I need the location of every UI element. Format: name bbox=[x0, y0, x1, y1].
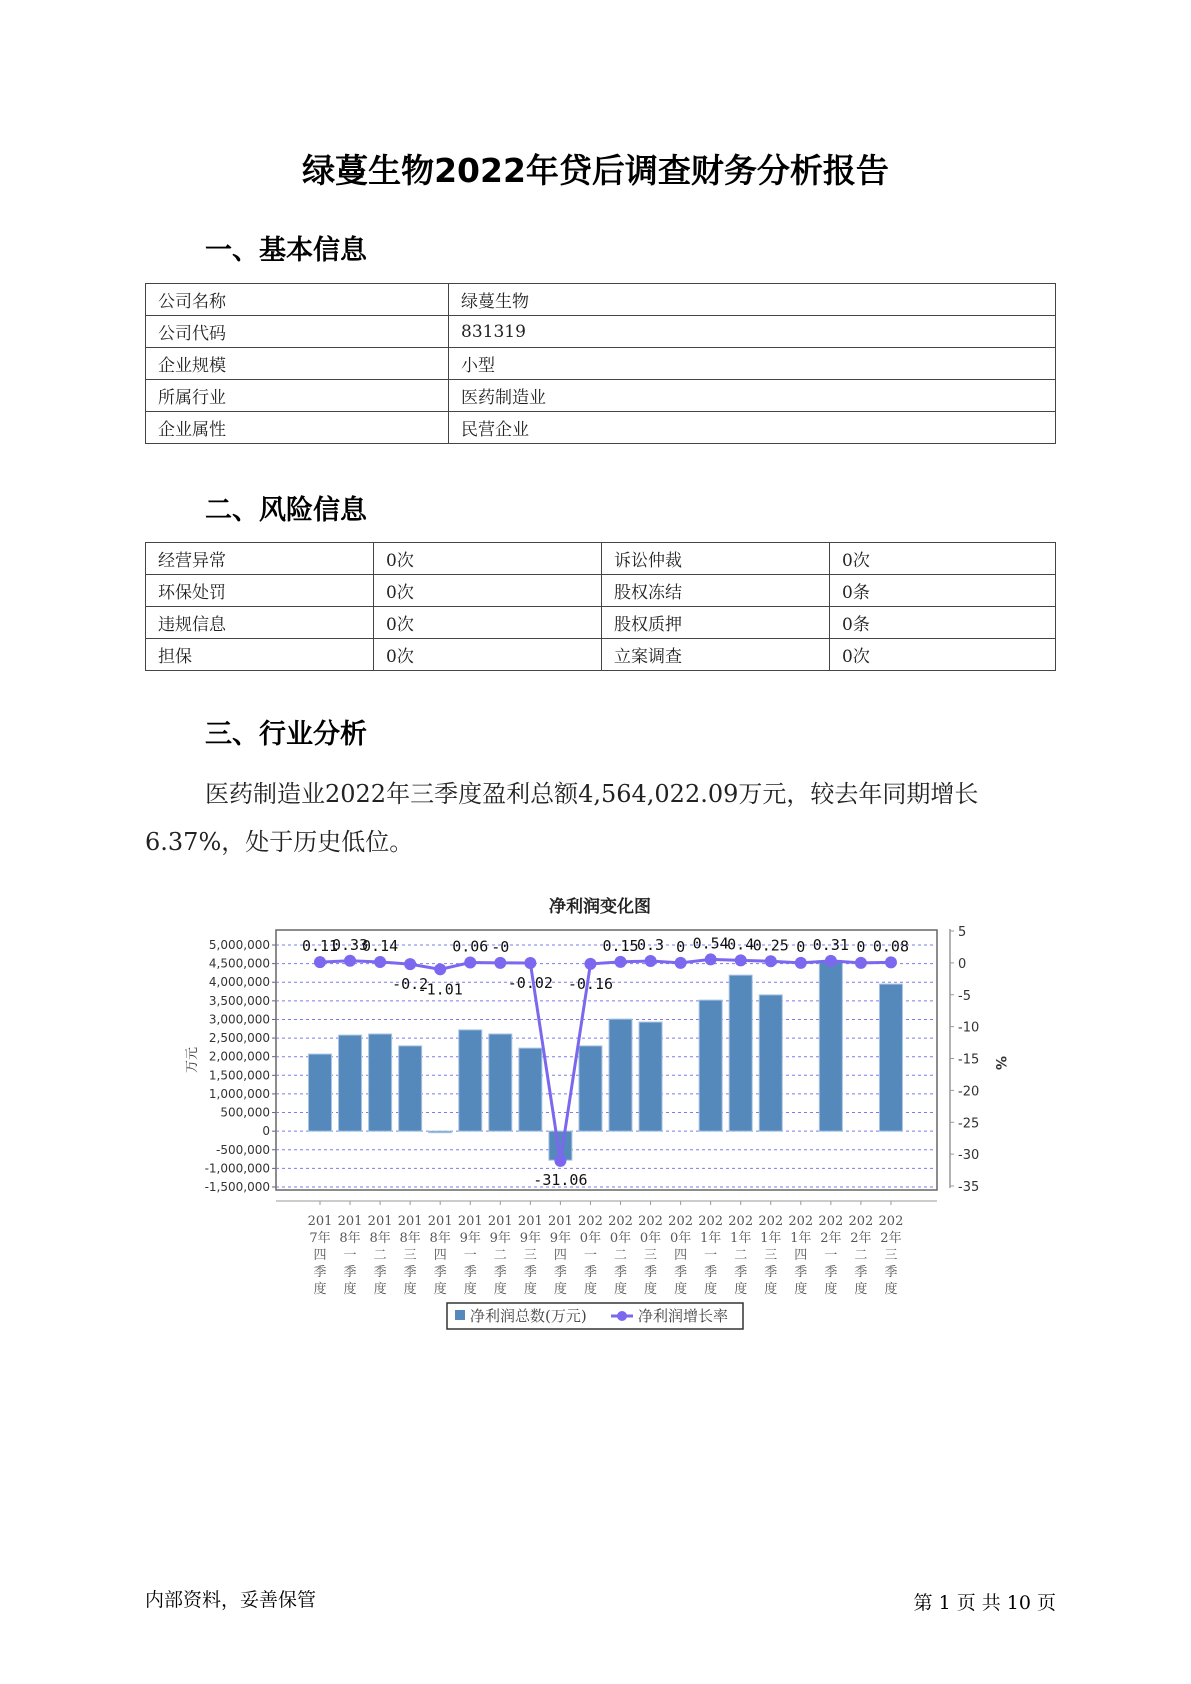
risk-value: 0次 bbox=[830, 639, 1056, 671]
risk-value: 0次 bbox=[830, 543, 1056, 575]
risk-value: 0条 bbox=[830, 575, 1056, 607]
x-tick-label: 度 bbox=[463, 1282, 477, 1297]
data-label: 0.25 bbox=[752, 936, 789, 955]
field-label: 企业规模 bbox=[146, 348, 449, 380]
x-tick-label: 202 bbox=[578, 1214, 603, 1229]
risk-value: 0次 bbox=[374, 607, 602, 639]
data-label: -0.2 bbox=[392, 975, 429, 994]
x-tick-label: 度 bbox=[734, 1282, 748, 1297]
x-tick-label: 季 bbox=[313, 1265, 327, 1280]
y-tick-label: 1,000,000 bbox=[208, 1086, 270, 1101]
y2-tick-label: 5 bbox=[958, 925, 967, 940]
x-tick-label: 度 bbox=[644, 1282, 658, 1297]
risk-value: 0次 bbox=[374, 543, 602, 575]
x-tick-label: 度 bbox=[403, 1282, 417, 1297]
x-tick-label: 度 bbox=[613, 1282, 628, 1297]
growth-rate-point bbox=[825, 955, 837, 967]
y-tick-label: 3,500,000 bbox=[208, 993, 270, 1008]
bar bbox=[639, 1022, 662, 1131]
x-tick-label: 季 bbox=[644, 1265, 658, 1280]
x-tick-label: 202 bbox=[758, 1214, 784, 1229]
x-tick-label: 度 bbox=[313, 1282, 327, 1297]
growth-rate-point bbox=[615, 956, 627, 968]
x-tick-label: 201 bbox=[367, 1214, 393, 1229]
field-value: 小型 bbox=[449, 348, 1056, 380]
x-tick-label: 0年 bbox=[609, 1231, 632, 1246]
x-tick-label: 季 bbox=[463, 1265, 477, 1280]
y-tick-label: 2,000,000 bbox=[208, 1049, 270, 1064]
y-tick-label: 0 bbox=[262, 1124, 270, 1139]
x-tick-label: 季 bbox=[583, 1265, 597, 1280]
data-label: 0.15 bbox=[602, 936, 639, 955]
risk-value: 0次 bbox=[374, 575, 602, 607]
x-tick-label: 202 bbox=[608, 1214, 633, 1229]
bar bbox=[879, 984, 902, 1131]
risk-value: 0条 bbox=[830, 607, 1056, 639]
x-tick-label: 202 bbox=[818, 1214, 844, 1229]
section-heading-industry: 三、行业分析 bbox=[205, 719, 367, 750]
x-tick-label: 201 bbox=[307, 1214, 333, 1229]
risk-label: 诉讼仲裁 bbox=[602, 543, 830, 575]
data-label: 0.54 bbox=[692, 934, 729, 953]
growth-rate-point bbox=[735, 954, 747, 966]
x-tick-label: 季 bbox=[343, 1265, 357, 1280]
x-tick-label: 度 bbox=[583, 1282, 597, 1297]
x-tick-label: 201 bbox=[397, 1214, 423, 1229]
y-tick-label: -1,500,000 bbox=[204, 1180, 270, 1194]
y-tick-label: 5,000,000 bbox=[208, 938, 270, 952]
risk-label: 股权冻结 bbox=[602, 575, 830, 607]
x-tick-label: 202 bbox=[878, 1214, 904, 1229]
x-tick-label: 三 bbox=[644, 1248, 658, 1263]
x-tick-label: 度 bbox=[674, 1282, 688, 1297]
x-tick-label: 9年 bbox=[549, 1231, 572, 1246]
bar bbox=[399, 1046, 422, 1131]
legend-bar-swatch bbox=[455, 1310, 465, 1320]
x-tick-label: 三 bbox=[884, 1248, 898, 1263]
data-label: 0.08 bbox=[872, 937, 910, 956]
bar bbox=[369, 1034, 392, 1131]
risk-label: 违规信息 bbox=[146, 607, 374, 639]
field-label: 公司代码 bbox=[146, 316, 449, 348]
legend bbox=[447, 1303, 743, 1329]
x-tick-label: 度 bbox=[824, 1282, 838, 1297]
x-tick-label: 9年 bbox=[519, 1231, 541, 1246]
data-label: -0 bbox=[491, 937, 510, 956]
x-tick-label: 季 bbox=[433, 1265, 447, 1280]
field-value: 民营企业 bbox=[449, 412, 1056, 444]
x-tick-label: 季 bbox=[854, 1265, 868, 1280]
section-heading-risk: 二、风险信息 bbox=[205, 495, 367, 526]
x-tick-label: 1年 bbox=[700, 1231, 722, 1246]
x-tick-label: 7年 bbox=[309, 1231, 331, 1246]
y2-axis-label: % bbox=[992, 1055, 1008, 1071]
y-tick-label: 2,500,000 bbox=[208, 1031, 270, 1046]
field-value: 医药制造业 bbox=[449, 380, 1056, 412]
x-tick-label: 2年 bbox=[880, 1231, 902, 1246]
x-tick-label: 202 bbox=[728, 1214, 754, 1229]
bar bbox=[609, 1019, 632, 1131]
x-tick-label: 季 bbox=[824, 1265, 838, 1280]
x-tick-label: 季 bbox=[884, 1265, 898, 1280]
x-tick-label: 季 bbox=[613, 1265, 628, 1280]
x-tick-label: 202 bbox=[668, 1214, 694, 1229]
x-tick-label: 一 bbox=[463, 1248, 477, 1263]
growth-rate-point bbox=[584, 958, 596, 970]
data-label: 0.06 bbox=[452, 937, 489, 956]
legend-label-growth-rate: 净利润增长率 bbox=[638, 1307, 729, 1325]
growth-rate-point bbox=[464, 956, 476, 968]
x-tick-label: 0年 bbox=[639, 1231, 662, 1246]
field-label: 所属行业 bbox=[146, 380, 449, 412]
x-tick-label: 二 bbox=[613, 1248, 628, 1263]
legend-label-net-profit: 净利润总数(万元) bbox=[470, 1307, 587, 1325]
x-tick-label: 8年 bbox=[369, 1231, 391, 1246]
x-tick-label: 9年 bbox=[459, 1231, 481, 1246]
growth-rate-point bbox=[705, 953, 717, 965]
x-tick-label: 202 bbox=[698, 1214, 724, 1229]
growth-rate-point bbox=[795, 957, 807, 969]
x-tick-label: 三 bbox=[523, 1248, 537, 1263]
risk-value: 0次 bbox=[374, 639, 602, 671]
x-tick-label: 季 bbox=[493, 1265, 507, 1280]
x-tick-label: 度 bbox=[523, 1282, 537, 1297]
field-value: 绿蔓生物 bbox=[449, 284, 1056, 316]
x-tick-label: 四 bbox=[433, 1248, 447, 1263]
field-label: 企业属性 bbox=[146, 412, 449, 444]
data-label: -0.02 bbox=[507, 974, 553, 993]
x-tick-label: 201 bbox=[547, 1214, 573, 1229]
growth-rate-point bbox=[675, 957, 687, 969]
x-tick-label: 四 bbox=[553, 1248, 567, 1263]
y2-tick-label: -35 bbox=[958, 1180, 980, 1195]
growth-rate-point bbox=[314, 956, 326, 968]
data-label: 0 bbox=[676, 937, 686, 956]
growth-rate-point bbox=[524, 957, 536, 969]
x-tick-label: 二 bbox=[854, 1248, 868, 1263]
data-label: -31.06 bbox=[533, 1170, 588, 1189]
bar bbox=[339, 1035, 362, 1131]
x-tick-label: 1年 bbox=[760, 1231, 782, 1246]
x-tick-label: 1年 bbox=[790, 1231, 812, 1246]
growth-rate-point bbox=[885, 956, 897, 968]
y-tick-label: 500,000 bbox=[220, 1105, 270, 1120]
bar bbox=[519, 1048, 542, 1131]
growth-rate-point bbox=[645, 955, 657, 967]
x-tick-label: 0年 bbox=[669, 1231, 692, 1246]
y-tick-label: -1,000,000 bbox=[204, 1161, 270, 1176]
data-label: 0.4 bbox=[727, 935, 755, 954]
y2-tick-label: -15 bbox=[958, 1052, 980, 1068]
x-tick-label: 季 bbox=[704, 1265, 718, 1280]
data-label: 0 bbox=[856, 937, 866, 956]
x-tick-label: 一 bbox=[583, 1248, 597, 1263]
x-tick-label: 度 bbox=[704, 1282, 718, 1297]
bar bbox=[759, 995, 782, 1131]
data-label: 0.31 bbox=[812, 935, 849, 954]
x-tick-label: 度 bbox=[553, 1282, 567, 1297]
bar bbox=[699, 1000, 722, 1131]
risk-label: 经营异常 bbox=[146, 543, 374, 575]
y-tick-label: 3,000,000 bbox=[208, 1012, 270, 1027]
x-tick-label: 0年 bbox=[579, 1231, 602, 1246]
bar bbox=[459, 1030, 482, 1131]
growth-rate-point bbox=[554, 1155, 566, 1167]
data-label: -1.01 bbox=[417, 980, 463, 999]
x-tick-label: 一 bbox=[824, 1248, 838, 1263]
bar bbox=[489, 1034, 512, 1131]
data-label: 0.11 bbox=[301, 937, 339, 956]
data-label: 0.14 bbox=[362, 936, 399, 955]
field-label: 公司名称 bbox=[146, 284, 449, 316]
y-tick-label: 1,500,000 bbox=[208, 1068, 270, 1083]
x-tick-label: 度 bbox=[794, 1282, 808, 1297]
x-tick-label: 四 bbox=[794, 1248, 808, 1263]
y2-tick-label: -5 bbox=[958, 988, 971, 1004]
x-tick-label: 一 bbox=[343, 1248, 357, 1263]
industry-analysis-paragraph: 医药制造业2022年三季度盈利总额4,564,022.09万元，较去年同期增长6.37%，处于历史低位。 bbox=[145, 780, 979, 856]
x-tick-label: 201 bbox=[517, 1214, 543, 1229]
y-tick-label: -500,000 bbox=[216, 1142, 270, 1157]
growth-rate-point bbox=[765, 955, 777, 967]
x-tick-label: 季 bbox=[764, 1265, 778, 1280]
x-tick-label: 2年 bbox=[820, 1231, 842, 1246]
x-tick-label: 一 bbox=[704, 1248, 718, 1263]
data-label: 0 bbox=[796, 937, 806, 956]
y2-tick-label: -10 bbox=[958, 1020, 980, 1036]
x-tick-label: 8年 bbox=[429, 1231, 451, 1246]
x-tick-label: 二 bbox=[373, 1248, 387, 1263]
bar bbox=[309, 1054, 332, 1131]
y-tick-label: 4,500,000 bbox=[208, 956, 270, 971]
x-tick-label: 四 bbox=[674, 1248, 688, 1263]
x-tick-label: 9年 bbox=[489, 1231, 511, 1246]
y2-tick-label: -25 bbox=[958, 1116, 980, 1132]
bar bbox=[579, 1046, 602, 1131]
chart-title: 净利润变化图 bbox=[549, 897, 651, 917]
x-tick-label: 季 bbox=[553, 1265, 567, 1280]
x-tick-label: 二 bbox=[734, 1248, 748, 1263]
y2-tick-label: 0 bbox=[958, 956, 967, 972]
x-tick-label: 季 bbox=[734, 1265, 748, 1280]
x-tick-label: 201 bbox=[337, 1214, 363, 1229]
field-value: 831319 bbox=[449, 316, 1056, 348]
legend-line-marker bbox=[617, 1311, 627, 1321]
x-tick-label: 季 bbox=[523, 1265, 537, 1280]
x-tick-label: 8年 bbox=[399, 1231, 421, 1246]
x-tick-label: 季 bbox=[794, 1265, 808, 1280]
growth-rate-point bbox=[494, 957, 506, 969]
section-heading-basic: 一、基本信息 bbox=[205, 235, 367, 266]
x-tick-label: 2年 bbox=[850, 1231, 872, 1246]
growth-rate-point bbox=[404, 958, 416, 970]
growth-rate-point bbox=[374, 956, 386, 968]
bar bbox=[819, 962, 842, 1131]
x-tick-label: 三 bbox=[764, 1248, 778, 1263]
x-tick-label: 201 bbox=[487, 1214, 513, 1229]
y2-tick-label: -20 bbox=[958, 1084, 980, 1100]
x-tick-label: 202 bbox=[848, 1214, 874, 1229]
risk-label: 股权质押 bbox=[602, 607, 830, 639]
bar bbox=[729, 975, 752, 1131]
x-tick-label: 度 bbox=[493, 1282, 507, 1297]
x-tick-label: 度 bbox=[884, 1282, 898, 1297]
x-tick-label: 8年 bbox=[339, 1231, 361, 1246]
x-tick-label: 四 bbox=[313, 1248, 327, 1263]
risk-label: 环保处罚 bbox=[146, 575, 374, 607]
x-tick-label: 度 bbox=[343, 1282, 357, 1297]
growth-rate-point bbox=[344, 955, 356, 967]
growth-rate-point bbox=[855, 957, 867, 969]
footer-confidential-note: 内部资料，妥善保管 bbox=[145, 1589, 317, 1611]
x-tick-label: 1年 bbox=[730, 1231, 752, 1246]
footer-page-number: 第 1 页 共 10 页 bbox=[913, 1592, 1056, 1614]
document-title: 绿蔓生物2022年贷后调查财务分析报告 bbox=[302, 151, 889, 190]
x-tick-label: 201 bbox=[427, 1214, 453, 1229]
x-tick-label: 季 bbox=[373, 1265, 387, 1280]
x-tick-label: 二 bbox=[493, 1248, 507, 1263]
growth-rate-point bbox=[434, 963, 446, 975]
risk-label: 立案调查 bbox=[602, 639, 830, 671]
x-tick-label: 度 bbox=[764, 1282, 778, 1297]
x-tick-label: 三 bbox=[403, 1248, 417, 1263]
x-tick-label: 度 bbox=[433, 1282, 447, 1297]
x-tick-label: 度 bbox=[854, 1282, 868, 1297]
bar bbox=[429, 1131, 452, 1133]
risk-label: 担保 bbox=[146, 639, 374, 671]
x-tick-label: 季 bbox=[403, 1265, 417, 1280]
x-tick-label: 202 bbox=[638, 1214, 663, 1229]
data-label: 0.33 bbox=[331, 935, 369, 954]
data-label: -0.16 bbox=[567, 974, 614, 993]
y-tick-label: 4,000,000 bbox=[208, 975, 270, 990]
data-label: 0.3 bbox=[637, 935, 665, 954]
x-tick-label: 201 bbox=[457, 1214, 483, 1229]
x-tick-label: 度 bbox=[373, 1282, 387, 1297]
y2-tick-label: -30 bbox=[958, 1148, 980, 1164]
x-tick-label: 季 bbox=[674, 1265, 688, 1280]
x-tick-label: 202 bbox=[788, 1214, 814, 1229]
y-axis-label: 万元 bbox=[185, 1046, 200, 1074]
